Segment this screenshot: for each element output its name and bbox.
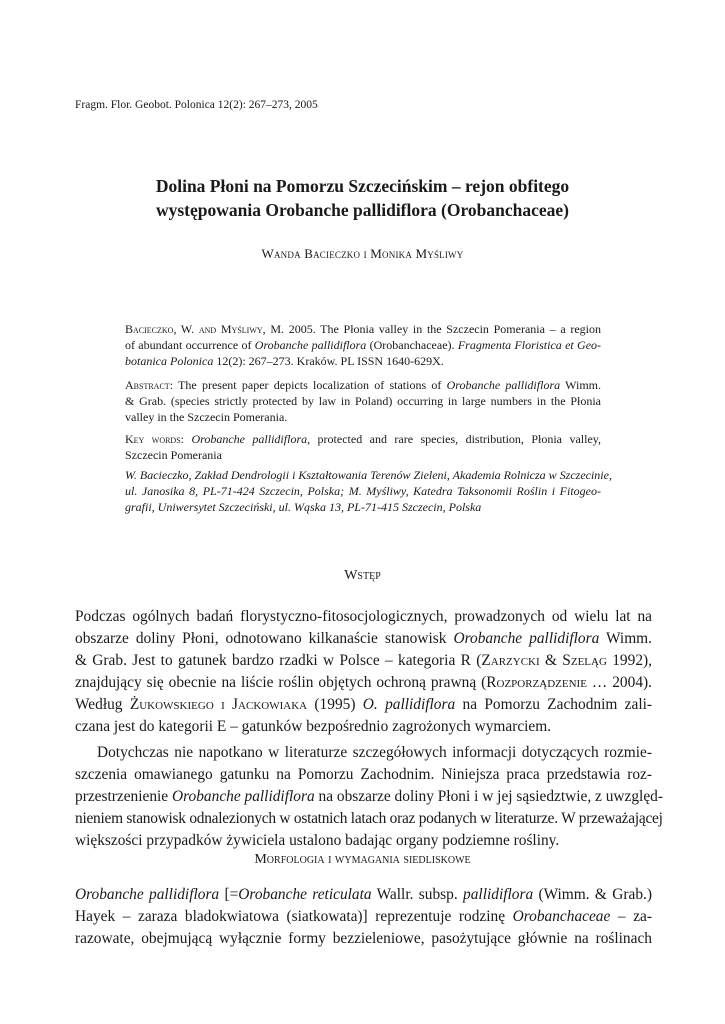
authors: Wanda Bacieczko i Monika Myśliwy	[261, 246, 464, 261]
abstract-label: Abstract	[125, 378, 170, 392]
body-line	[75, 630, 652, 648]
body-line	[75, 908, 652, 926]
body-text: 1992),	[606, 652, 652, 669]
citation-text: 12(2): 267–273. Kraków. PL ISSN 1640-629X.	[213, 354, 444, 368]
abstract-line: valley in the Szczecin Pomerania.	[125, 410, 288, 424]
section-heading-morphology: Morfologia i wymagania siedliskowe	[254, 852, 471, 867]
journal-name: Fragmenta Floristica et Geo-	[457, 338, 602, 352]
body-text: obszarze doliny Płoni, odnotowano kilkanaście stanowisk	[75, 630, 454, 647]
body-line: czana jest do kategorii E – gatunków bezpośrednio zagrożonych wymarciem.	[75, 718, 552, 735]
journal-header: Fragm. Flor. Geobot. Polonica 12(2): 267–273, 2005	[75, 99, 318, 111]
body-text: Wimm.	[599, 630, 652, 647]
body-text: Wallr. subsp.	[371, 886, 464, 903]
abstract-line	[125, 377, 601, 393]
body-text: [=	[219, 886, 239, 903]
body-line	[75, 886, 652, 904]
keywords-text: protected and rare species, distribution, Płonia valley,	[310, 432, 601, 446]
citation-line	[125, 353, 444, 369]
species-name: Orobanche reticulata	[238, 886, 372, 903]
citation-text: 2005. The Płonia valley in the Szczecin Pomerania – a region	[284, 322, 602, 336]
species-name: Orobanche pallidiflora	[172, 788, 315, 805]
body-line	[75, 674, 652, 692]
abstract-line: & Grab. (species strictly protected by law in Poland) occurring in large numbers in the Płonia	[125, 394, 601, 408]
citation-authors: Bacieczko, W. and Myśliwy, M.	[125, 322, 285, 336]
body-line: razowate, obejmującą wyłącznie formy bezzieleniowe, pasożytujące głównie na roślinach	[75, 930, 652, 947]
citation-line	[125, 321, 601, 337]
body-line	[75, 696, 652, 714]
species-name: Orobanche pallidiflora	[254, 338, 367, 352]
body-line: Dotychczas nie napotkano w literaturze szczegółowych informacji dotyczących rozmie-	[97, 744, 652, 761]
body-text: & Grab. Jest to gatunek bardzo rzadki w Polsce – kategoria R (	[75, 652, 482, 669]
body-text: (Wimm. & Grab.)	[533, 886, 652, 903]
body-line	[75, 652, 652, 670]
body-line: szczenia omawianego gatunku na Pomorzu Zachodnim. Niniejsza praca przedstawia roz-	[75, 766, 652, 783]
keywords-label: Key words	[125, 432, 181, 446]
body-text: na Pomorzu Zachodnim zali-	[455, 696, 652, 713]
keywords-line: Szczecin Pomerania	[125, 448, 222, 462]
body-text: Hayek – zaraza bladokwiatowa (siatkowata)] reprezentuje rodzinę	[75, 908, 513, 925]
body-line: Podczas ogólnych badań florystyczno-fitosocjologicznych, prowadzonych od wielu lat na	[75, 608, 652, 625]
paper-title-line-1: Dolina Płoni na Pomorzu Szczecińskim – rejon obfitego	[155, 176, 570, 196]
keywords-line	[125, 431, 601, 447]
journal-name: botanica Polonica	[125, 354, 214, 368]
body-text: Według	[75, 696, 130, 713]
citation-text: (Orobanchaceae).	[366, 338, 458, 352]
body-text: – za-	[610, 908, 652, 925]
affiliation-line: ul. Janosika 8, PL-71-424 Szczecin, Polska; M. Myśliwy, Katedra Taksonomii Roślin i Fitogeo-	[125, 484, 601, 498]
species-name: Orobanche pallidiflora,	[191, 432, 311, 446]
affiliation-line: grafii, Uniwersytet Szczeciński, ul. Wąska 13, PL-71-415 Szczecin, Polska	[125, 500, 482, 514]
affiliation-line: W. Bacieczko, Zakład Dendrologii i Kształtowania Terenów Zieleni, Akademia Rolnicza w Szczecinie,	[125, 468, 612, 482]
species-name: Orobanche pallidiflora	[75, 886, 220, 903]
body-text: … 2004).	[586, 674, 652, 691]
body-text: na obszarze doliny Płoni i w jej sąsiedztwie, z uwzględ-	[314, 788, 663, 805]
reference-authors: Rozporządzenie	[486, 674, 587, 691]
abstract-text: Wimm.	[560, 378, 601, 392]
abstract-text: : The present paper depicts localization of stations of	[169, 378, 447, 392]
species-name: pallidiflora	[463, 886, 534, 903]
species-name: Orobanche pallidiflora	[453, 630, 600, 647]
section-heading-intro: Wstęp	[344, 568, 381, 583]
species-name: Orobanche pallidiflora	[446, 378, 561, 392]
paper-title-line-2: występowania Orobanche pallidiflora (Orobanchaceae)	[155, 200, 570, 220]
body-text: przestrzenienie	[75, 788, 172, 805]
body-text: (1995)	[307, 696, 363, 713]
species-name: O. pallidiflora	[362, 696, 456, 713]
citation-text: of abundant occurrence of	[125, 338, 255, 352]
reference-authors: Zarzycki & Szeląg	[481, 652, 607, 669]
keywords-text: :	[180, 432, 192, 446]
body-line	[75, 788, 663, 806]
body-line: większości przypadków żywiciela ustalono badając organy podziemne rośliny.	[75, 832, 560, 849]
reference-authors: Żukowskiego i Jackowiaka	[129, 696, 308, 713]
family-name: Orobanchaceae	[512, 908, 611, 925]
body-text: znajdujący się obecnie na liście roślin objętych ochroną prawną (	[75, 674, 487, 691]
body-line: nieniem stanowisk odnalezionych w ostatnich latach oraz podanych w literaturze. W przeważającej	[75, 810, 663, 827]
citation-line	[125, 337, 601, 353]
